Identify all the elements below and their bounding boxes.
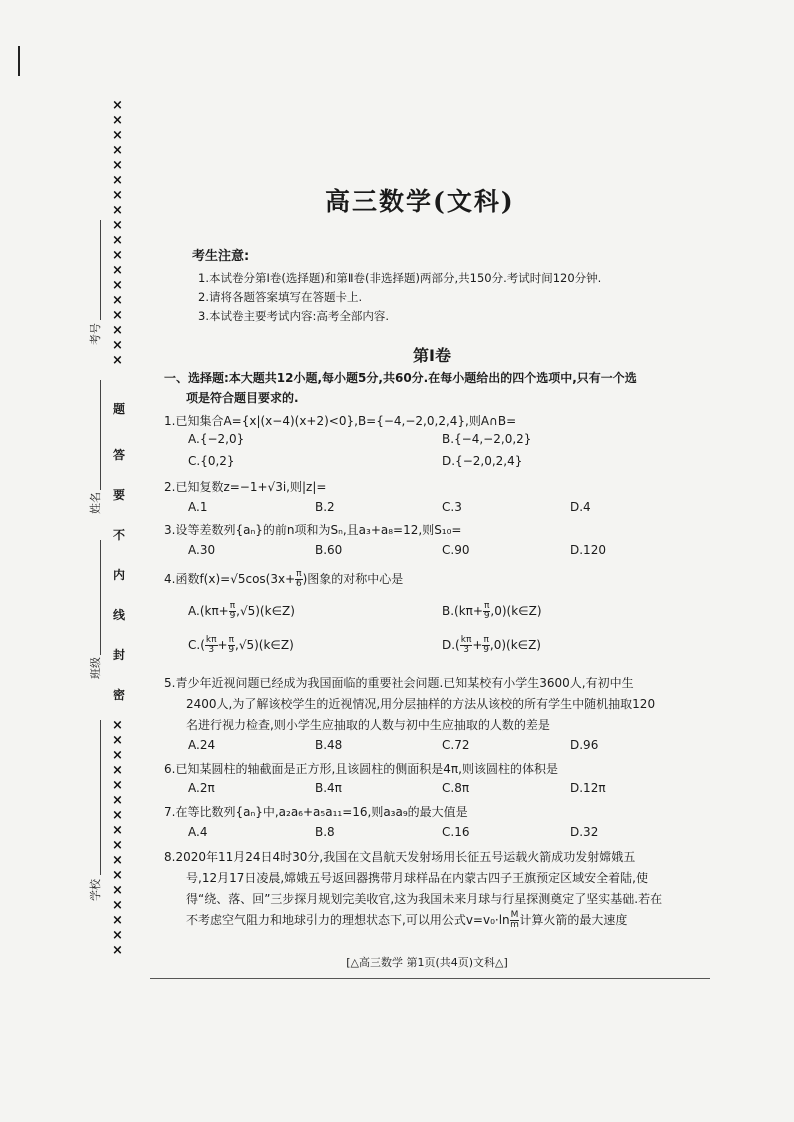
question-stem: 6.已知某圆柱的轴截面是正方形,且该圆柱的侧面积是4π,则该圆柱的体积是	[164, 762, 558, 776]
question-stem: 得“绕、落、回”三步探月规划完美收官,这为我国未来月球与行星探测奠定了坚实基础.若在	[186, 892, 663, 906]
footer-rule	[150, 978, 710, 979]
option-a[interactable]: A.1	[188, 500, 208, 514]
seal-char: 密	[113, 688, 126, 702]
question-stem: 号,12月17日凌晨,嫦娥五号返回器携带月球样品在内蒙古四子王旗预定区域安全着陆,使	[186, 871, 648, 885]
seal-char: 要	[113, 488, 126, 502]
seal-cross-column-top: × × × × × × × × × × × × × × × × × ×	[112, 98, 123, 368]
name-label: 姓名	[89, 492, 102, 514]
notice-heading: 考生注意:	[192, 249, 250, 264]
option-d[interactable]: D.32	[570, 825, 599, 839]
option-c[interactable]: C.8π	[442, 781, 470, 795]
option-b[interactable]: B.(kπ+ $\frac{\pi}{9}$ ,0)(k∈Z)	[442, 601, 542, 621]
option-a[interactable]: A.24	[188, 738, 216, 752]
notice-item: 3.本试卷主要考试内容:高考全部内容.	[198, 309, 390, 323]
option-c[interactable]: C.90	[442, 543, 470, 557]
option-c[interactable]: C.3	[442, 500, 462, 514]
option-c[interactable]: C.72	[442, 738, 470, 752]
option-c[interactable]: C.16	[442, 825, 470, 839]
volume-heading: 第Ⅰ卷	[413, 346, 451, 365]
exam-number-label: 考号	[89, 323, 102, 345]
page-footer: [△高三数学 第1页(共4页)文科△]	[346, 956, 508, 969]
question-stem: 7.在等比数列{aₙ}中,a₂a₆+a₅a₁₁=16,则a₃a₉的最大值是	[164, 805, 468, 819]
option-c[interactable]: C.{0,2}	[188, 454, 235, 468]
option-c[interactable]: C.( $\frac{k\pi}{3}$ + $\frac{\pi}{9}$ ,√5)(k∈Z)	[188, 635, 294, 655]
option-a[interactable]: A.{−2,0}	[188, 432, 245, 446]
name-line[interactable]	[100, 380, 101, 490]
question-stem: 3.设等差数列{aₙ}的前n项和为Sₙ,且a₃+a₈=12,则S₁₀=	[164, 523, 462, 537]
option-a[interactable]: A.4	[188, 825, 208, 839]
school-line[interactable]	[100, 720, 101, 875]
question-stem: 不考虑空气阻力和地球引力的理想状态下,可以用公式v=v₀·ln $\frac{M}{m}$ 计算火箭的最大速度	[186, 910, 628, 930]
option-d[interactable]: D.{−2,0,2,4}	[442, 454, 523, 468]
question-stem: 5.青少年近视问题已经成为我国面临的重要社会问题.已知某校有小学生3600人,有初中生	[164, 676, 634, 690]
option-b[interactable]: B.8	[315, 825, 335, 839]
option-d[interactable]: D.4	[570, 500, 591, 514]
notice-item: 2.请将各题答案填写在答题卡上.	[198, 290, 363, 304]
fraction: $\frac{M}{m}$	[510, 910, 519, 930]
option-a[interactable]: A.2π	[188, 781, 215, 795]
question-stem: 4.函数f(x)=√5cos(3x+ $\frac{\pi}{6}$ )图象的对称中心是	[164, 569, 404, 589]
option-b[interactable]: B.2	[315, 500, 335, 514]
option-d[interactable]: D.96	[570, 738, 599, 752]
question-stem: 名进行视力检查,则小学生应抽取的人数与初中生应抽取的人数的差是	[186, 718, 550, 732]
option-b[interactable]: B.48	[315, 738, 343, 752]
notice-item: 1.本试卷分第Ⅰ卷(选择题)和第Ⅱ卷(非选择题)两部分,共150分.考试时间120分钟.	[198, 271, 602, 285]
option-b[interactable]: B.4π	[315, 781, 342, 795]
class-line[interactable]	[100, 540, 101, 655]
seal-char: 线	[113, 608, 126, 622]
school-label: 学校	[89, 879, 102, 901]
class-label: 班级	[89, 657, 102, 679]
page-edge-mark	[18, 46, 20, 76]
seal-char: 内	[113, 568, 126, 582]
section-instructions: 一、选择题:本大题共12小题,每小题5分,共60分.在每小题给出的四个选项中,只有一个选	[164, 371, 637, 385]
paper-title: 高三数学(文科)	[325, 187, 515, 216]
question-stem: 8.2020年11月24日4时30分,我国在文昌航天发射场用长征五号运载火箭成功发射嫦娥五	[164, 850, 636, 864]
option-a[interactable]: A.(kπ+ $\frac{\pi}{9}$ ,√5)(k∈Z)	[188, 601, 295, 621]
seal-cross-column-bottom: × × × × × × × × × × × × × × × ×	[112, 718, 123, 958]
seal-char: 封	[113, 648, 126, 662]
option-d[interactable]: D.12π	[570, 781, 606, 795]
seal-char: 不	[113, 528, 126, 542]
question-stem: 2.已知复数z=−1+√3i,则|z|=	[164, 480, 327, 494]
seal-char: 题	[113, 402, 126, 416]
question-stem: 1.已知集合A={x|(x−4)(x+2)<0},B={−4,−2,0,2,4},则A∩B=	[164, 414, 517, 428]
fraction: $\frac{\pi}{6}$	[295, 569, 302, 589]
option-d[interactable]: D.120	[570, 543, 606, 557]
seal-char: 答	[113, 448, 126, 462]
option-b[interactable]: B.60	[315, 543, 343, 557]
option-a[interactable]: A.30	[188, 543, 216, 557]
exam-number-line[interactable]	[100, 220, 101, 320]
question-stem: 2400人,为了解该校学生的近视情况,用分层抽样的方法从该校的所有学生中随机抽取120	[186, 697, 656, 711]
option-d[interactable]: D.( $\frac{k\pi}{3}$ + $\frac{\pi}{9}$ ,0)(k∈Z)	[442, 635, 541, 655]
section-instructions: 项是符合题目要求的.	[186, 391, 299, 405]
option-b[interactable]: B.{−4,−2,0,2}	[442, 432, 532, 446]
